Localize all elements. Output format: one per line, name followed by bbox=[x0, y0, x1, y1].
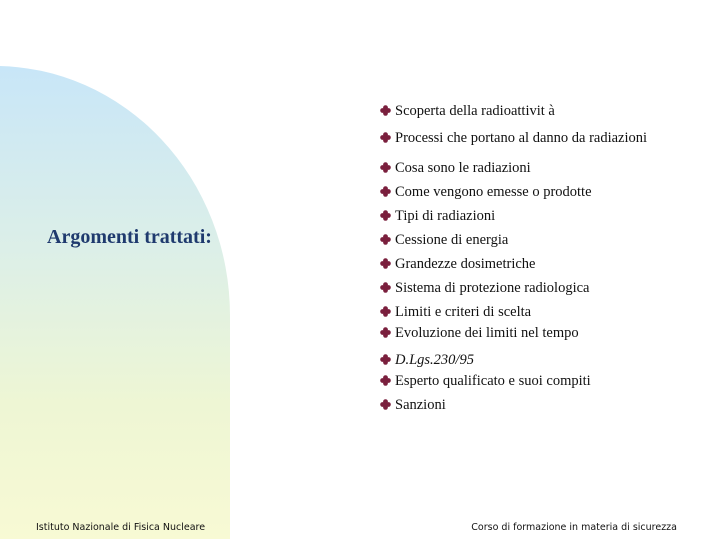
flower-bullet-icon bbox=[380, 258, 391, 269]
topic-label: Evoluzione dei limiti nel tempo bbox=[395, 325, 579, 341]
footer-institution: Istituto Nazionale di Fisica Nucleare bbox=[36, 522, 206, 533]
topic-label: Esperto qualificato e suoi compiti bbox=[395, 373, 591, 389]
flower-bullet-icon bbox=[380, 186, 391, 197]
flower-bullet-icon bbox=[380, 327, 391, 338]
flower-bullet-icon bbox=[380, 132, 391, 143]
topic-label: Sistema di protezione radiologica bbox=[395, 280, 590, 296]
topic-item bbox=[380, 351, 474, 369]
topic-label: Sanzioni bbox=[395, 397, 446, 413]
topic-label: Cessione di energia bbox=[395, 232, 509, 248]
flower-bullet-icon bbox=[380, 354, 391, 365]
topic-item bbox=[380, 231, 508, 249]
topic-item bbox=[380, 372, 591, 390]
flower-bullet-icon bbox=[380, 306, 391, 317]
flower-bullet-icon bbox=[380, 282, 391, 293]
topic-item bbox=[380, 129, 647, 147]
topic-item bbox=[380, 396, 446, 414]
topic-label: Processi che portano al danno da radiazioni bbox=[395, 130, 648, 146]
topic-label: Limiti e criteri di scelta bbox=[395, 304, 532, 320]
topic-label: Cosa sono le radiazioni bbox=[395, 160, 531, 176]
flower-bullet-icon bbox=[380, 210, 391, 221]
topic-item bbox=[380, 303, 531, 321]
flower-bullet-icon bbox=[380, 105, 391, 116]
slide-title: Argomenti trattati: bbox=[47, 226, 212, 248]
topic-label: D.Lgs.230/95 bbox=[395, 352, 474, 368]
topic-label: Come vengono emesse o prodotte bbox=[395, 184, 592, 200]
flower-bullet-icon bbox=[380, 399, 391, 410]
topic-item bbox=[380, 102, 555, 120]
topic-label: Scoperta della radioattivit à bbox=[395, 103, 555, 119]
footer-course: Corso di formazione in materia di sicurezza bbox=[471, 522, 677, 533]
topic-item bbox=[380, 183, 592, 201]
topic-item bbox=[380, 324, 579, 342]
flower-bullet-icon bbox=[380, 162, 391, 173]
topic-item bbox=[380, 255, 536, 273]
topic-item bbox=[380, 159, 531, 177]
flower-bullet-icon bbox=[380, 234, 391, 245]
topic-label: Grandezze dosimetriche bbox=[395, 256, 536, 272]
topic-label: Tipi di radiazioni bbox=[395, 208, 496, 224]
background-arc-shape bbox=[0, 66, 230, 539]
topic-item bbox=[380, 279, 589, 297]
flower-bullet-icon bbox=[380, 375, 391, 386]
topic-item bbox=[380, 207, 495, 225]
